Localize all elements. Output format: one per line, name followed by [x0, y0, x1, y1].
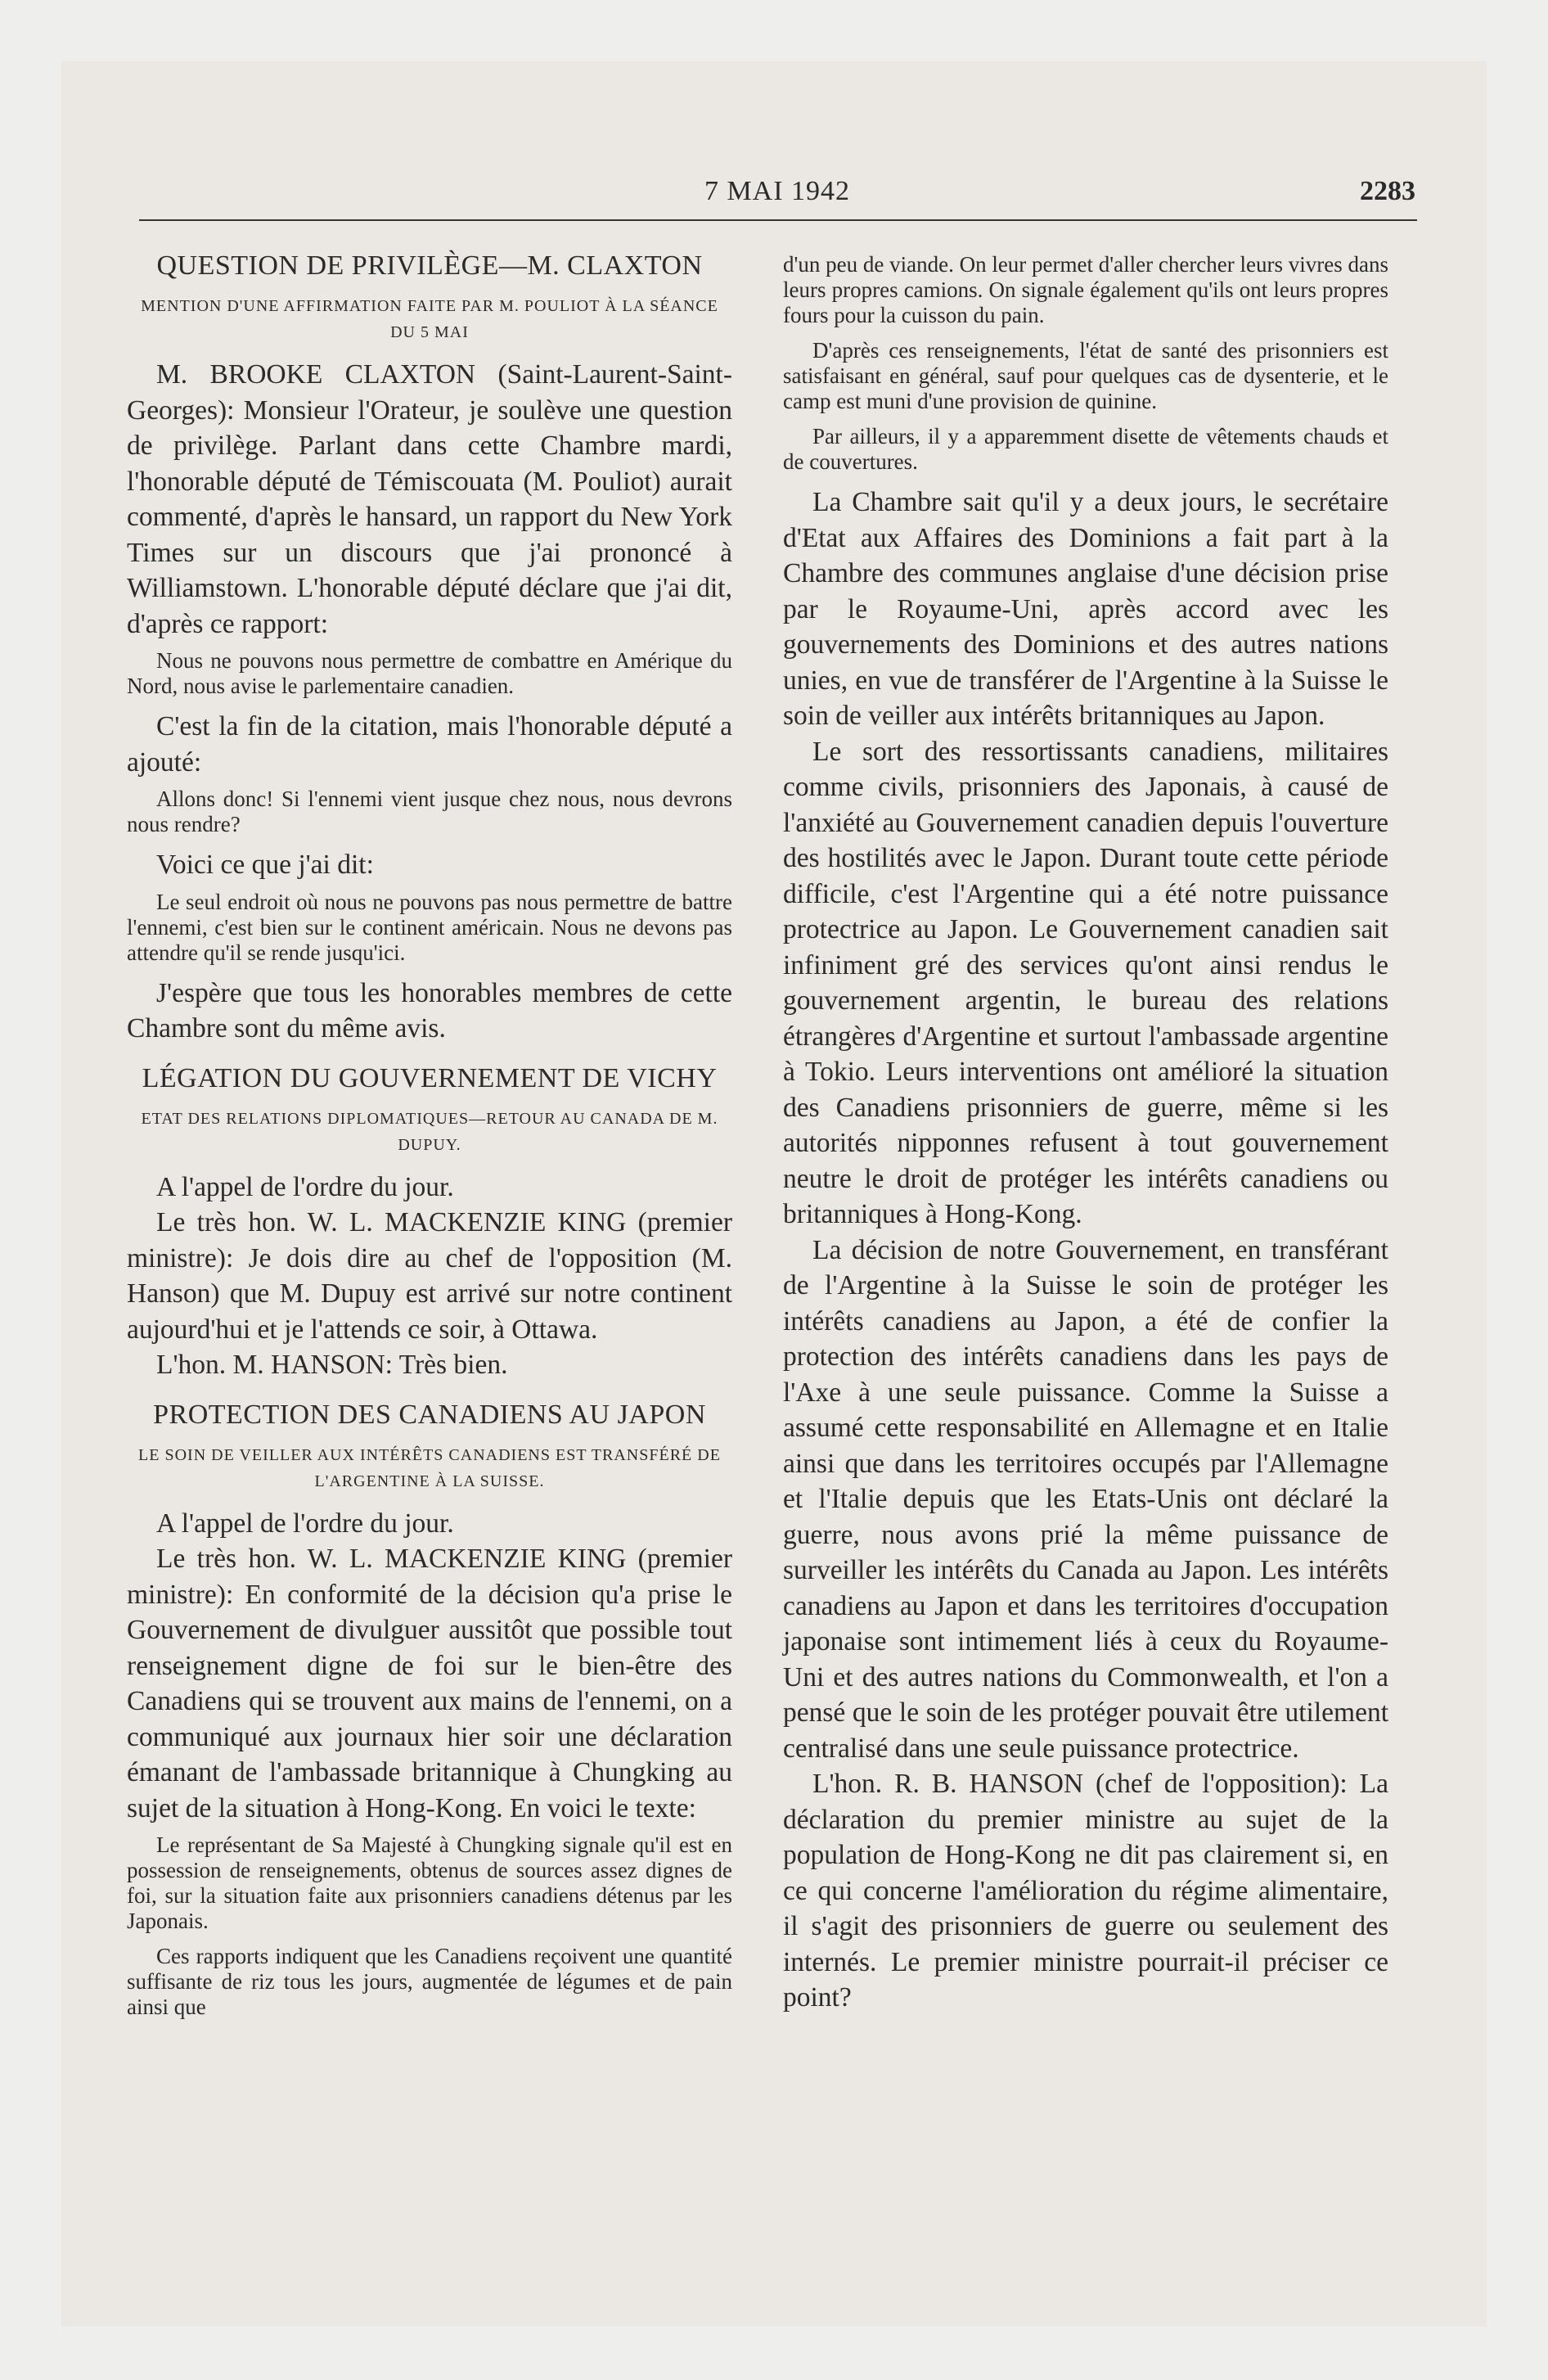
quotation: Par ailleurs, il y a apparemment disette de vêtements chauds et de couvertures.: [783, 424, 1388, 474]
quotation: Ces rapports indiquent que les Canadiens reçoivent une quantité suffisante de riz tous les jours, augmentée de légumes et de pain ainsi que: [127, 1944, 732, 2019]
paragraph: La Chambre sait qu'il y a deux jours, le secrétaire d'Etat aux Affaires des Dominions a fait part à la Chambre des communes anglaise d'une décision prise par le Royaume-Uni, après accord avec les gouvernements des Dominions et des autres nations unies, en vue de transférer de l'Argentine à la Suisse le soin de veiller aux intérêts britanniques au Japon.: [783, 487, 1388, 731]
quotation: Le représentant de Sa Majesté à Chungking signale qu'il est en possession de renseignements, obtenus de sources assez dignes de foi, sur la situation faite aux prisonniers canadiens détenus par les Japonais.: [127, 1832, 732, 1933]
quotation: Le seul endroit où nous ne pouvons pas nous permettre de battre l'ennemi, c'est bien sur le continent américain. Nous ne devons pas attendre qu'il se rende jusqu'ici.: [127, 889, 732, 965]
quotation: Nous ne pouvons nous permettre de combattre en Amérique du Nord, nous avise le parlementaire canadien.: [127, 648, 732, 698]
section-heading: LÉGATION DU GOUVERNEMENT DE VICHY: [142, 1062, 718, 1093]
page-header: [139, 176, 1415, 209]
paragraph: L'hon. M. HANSON: Très bien.: [156, 1350, 508, 1380]
paragraph: C'est la fin de la citation, mais l'honorable député a ajouté:: [127, 711, 732, 778]
right-column: [783, 246, 1388, 2016]
quotation: D'après ces renseignements, l'état de santé des prisonniers est satisfaisant en général, sauf pour quelques cas de dysenterie, et le camp est muni d'une provision de quinine.: [783, 338, 1388, 413]
section-heading: PROTECTION DES CANADIENS AU JAPON: [153, 1399, 706, 1430]
paragraph: L'hon. R. B. HANSON (chef de l'opposition): La déclaration du premier ministre au sujet de la population de Hong-Kong ne dit pas clairement si, en ce qui concerne l'amélioration du régime alimentaire, il s'agit des prisonniers de guerre ou seulement des internés. Le premier ministre pourrait-il préciser ce point?: [783, 1769, 1388, 2013]
paragraph: A l'appel de l'ordre du jour.: [156, 1171, 454, 1202]
section-subheading: MENTION D'UNE AFFIRMATION FAITE PAR M. POULIOT À LA SÉANCE DU 5 MAI: [141, 297, 718, 341]
quotation: Allons donc! Si l'ennemi vient jusque chez nous, nous devrons nous rendre?: [127, 787, 732, 836]
paragraph: M. BROOKE CLAXTON (Saint-Laurent-Saint-Georges): Monsieur l'Orateur, je soulève une question de privilège. Parlant dans cette Chambre mardi, l'honorable député de Témiscouata (M. Pouliot) aurait commenté, d'après le hansard, un rapport du New York Times sur un discours que j'ai prononcé à Williamstown. L'honorable député déclare que j'ai dit, d'après ce rapport:: [127, 359, 732, 639]
section-subheading: ETAT DES RELATIONS DIPLOMATIQUES—RETOUR AU CANADA DE M. DUPUY.: [141, 1109, 718, 1154]
paragraph: Voici ce que j'ai dit:: [156, 850, 374, 880]
header-date: 7 MAI 1942: [704, 176, 851, 206]
section-subheading: LE SOIN DE VEILLER AUX INTÉRÊTS CANADIENS EST TRANSFÉRÉ DE L'ARGENTINE À LA SUISSE.: [138, 1445, 721, 1490]
paragraph: A l'appel de l'ordre du jour.: [156, 1508, 454, 1539]
paragraph: Le très hon. W. L. MACKENZIE KING (premier ministre): Je dois dire au chef de l'opposition (M. Hanson) que M. Dupuy est arrivé sur notre continent aujourd'hui et je l'attends ce soir, à Ottawa.: [127, 1207, 732, 1345]
paragraph: Le très hon. W. L. MACKENZIE KING (premier ministre): En conformité de la décision qu'a prise le Gouvernement de divulguer aussitôt que possible tout renseignement digne de foi sur le bien-être des Canadiens qui se trouvent aux mains de l'ennemi, on a communiqué aux journaux hier soir une déclaration émanant de l'ambassade britannique à Chungking au sujet de la situation à Hong-Kong. En voici le texte:: [127, 1544, 732, 1823]
section-heading: QUESTION DE PRIVILÈGE—M. CLAXTON: [156, 250, 703, 281]
paragraph: Le sort des ressortissants canadiens, militaires comme civils, prisonniers des Japonais, à causé de l'anxiété au Gouvernement canadien depuis l'ouverture des hostilités avec le Japon. Durant toute cette période difficile, c'est l'Argentine qui a été notre puissance protectrice au Japon. Le Gouvernement canadien sait infiniment gré des services qu'ont ainsi rendus le gouvernement argentin, le bureau des relations étrangères d'Argentine et surtout l'ambassade argentine à Tokio. Leurs interventions ont amélioré la situation des Canadiens prisonniers de guerre, même si les autorités nipponnes refusent à tout gouvernement neutre le droit de protéger les intérêts canadiens ou britanniques à Hong-Kong.: [783, 736, 1388, 1229]
paragraph: La décision de notre Gouvernement, en transférant de l'Argentine à la Suisse le soin de protéger les intérêts canadiens au Japon, a été de confier la protection des intérêts canadiens dans les pays de l'Axe à une seule puissance. Comme la Suisse a assumé cette responsabilité en Allemagne et en Italie ainsi que dans les territoires occupés par l'Allemagne et l'Italie depuis que les Etats-Unis ont déclaré la guerre, nous avons prié la même puissance de surveiller les intérêts du Canada au Japon. Les intérêts canadiens au Japon et dans les territoires d'occupation japonaise sont intimement liés à ceux du Royaume-Uni et des autres nations du Commonwealth, et l'on a pensé que le soin de les protéger pouvait être utilement centralisé dans une seule puissance protectrice.: [783, 1234, 1388, 1764]
page-number: 2283: [1360, 176, 1415, 206]
paragraph: J'espère que tous les honorables membres de cette Chambre sont du même avis.: [127, 977, 732, 1044]
quotation: d'un peu de viande. On leur permet d'aller chercher leurs vivres dans leurs propres camions. On signale également qu'ils ont leurs propres fours pour la cuisson du pain.: [783, 252, 1388, 327]
header-rule: [139, 219, 1417, 221]
left-column: [127, 246, 732, 2030]
